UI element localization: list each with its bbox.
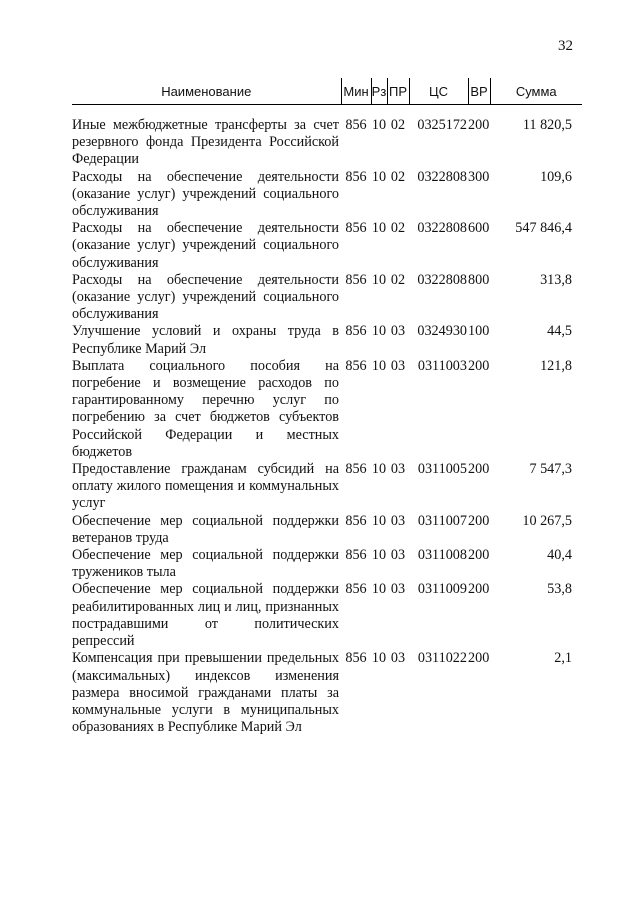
row-rz: 10 [371, 117, 387, 133]
table-row [72, 323, 582, 357]
row-name: Расходы на обеспечение деятельности (оказание услуг) учреждений социального обслуживания [72, 271, 339, 323]
row-vr: 100 [468, 323, 490, 340]
row-sum: 109,6 [540, 168, 572, 185]
row-cs: 0311008 [417, 547, 467, 564]
row-name: Улучшение условий и охраны труда в Республике Марий Эл [72, 323, 339, 357]
row-sum: 547 846,4 [515, 220, 572, 237]
header-min: Мин [341, 78, 371, 105]
row-vr: 300 [468, 168, 490, 185]
row-sum: 53,8 [547, 581, 572, 598]
row-min: 856 [345, 271, 367, 288]
row-pr: 03 [390, 323, 406, 340]
table-body [72, 117, 582, 736]
table-row [72, 581, 582, 650]
header-pr: ПР [387, 78, 409, 105]
row-cs: 0311003 [417, 357, 467, 374]
row-cs: 0324930 [417, 323, 467, 340]
table-header [72, 78, 582, 117]
row-name: Обеспечение мер социальной поддержки реабилитированных лиц и лиц, признанных пострадавшими от политических репрессий [72, 581, 339, 650]
row-rz: 10 [371, 512, 387, 529]
row-rz: 10 [371, 357, 387, 374]
row-pr: 02 [390, 117, 406, 133]
row-pr: 03 [390, 650, 406, 667]
table-row [72, 461, 582, 513]
row-min: 856 [345, 168, 367, 185]
row-cs: 0311005 [417, 461, 467, 478]
row-rz: 10 [371, 323, 387, 340]
row-rz: 10 [371, 168, 387, 185]
row-name: Обеспечение мер социальной поддержки тружеников тыла [72, 547, 339, 581]
row-sum: 10 267,5 [522, 512, 572, 529]
row-pr: 02 [390, 168, 406, 185]
row-name: Обеспечение мер социальной поддержки ветеранов труда [72, 512, 339, 546]
page-number: 32 [558, 38, 573, 54]
row-min: 856 [345, 117, 367, 133]
table-row [72, 117, 582, 169]
row-rz: 10 [371, 547, 387, 564]
row-min: 856 [345, 461, 367, 478]
row-rz: 10 [371, 581, 387, 598]
table-row [72, 513, 582, 547]
row-rz: 10 [371, 220, 387, 237]
budget-table [72, 78, 582, 736]
row-sum: 44,5 [547, 323, 572, 340]
header-sum: Сумма [490, 78, 582, 105]
table-row [72, 169, 582, 221]
row-vr: 200 [468, 357, 490, 374]
row-name: Выплата социального пособия на погребение и возмещение расходов по гарантированному перечню услуг по погребению за счет бюджетов субъектов Российской Федерации и местных бюджетов [72, 357, 339, 460]
row-min: 856 [345, 220, 367, 237]
row-pr: 02 [390, 220, 406, 237]
row-cs: 0311022 [417, 650, 467, 667]
row-vr: 200 [468, 461, 490, 478]
row-pr: 03 [390, 512, 406, 529]
row-name: Предоставление гражданам субсидий на оплату жилого помещения и коммунальных услуг [72, 461, 339, 512]
row-name: Компенсация при превышении предельных (максимальных) индексов изменения размера вносимой гражданами платы за коммунальные услуги в муниципальных образованиях в Республике Марий Эл [72, 650, 339, 736]
row-name: Расходы на обеспечение деятельности (оказание услуг) учреждений социального обслуживания [72, 168, 339, 220]
row-vr: 200 [468, 547, 490, 564]
row-vr: 800 [468, 271, 490, 288]
row-vr: 200 [468, 117, 490, 133]
row-name: Иные межбюджетные трансферты за счет резервного фонда Президента Российской Федерации [72, 117, 339, 168]
row-name: Расходы на обеспечение деятельности (оказание услуг) учреждений социального обслуживания [72, 220, 339, 271]
row-cs: 0322808 [417, 271, 467, 288]
row-cs: 0325172 [417, 117, 467, 133]
row-min: 856 [345, 650, 367, 667]
row-rz: 10 [371, 461, 387, 478]
table-row [72, 272, 582, 324]
row-sum: 11 820,5 [522, 117, 572, 133]
row-min: 856 [345, 512, 367, 529]
row-sum: 7 547,3 [529, 461, 572, 478]
row-vr: 600 [468, 220, 490, 237]
table-row [72, 358, 582, 461]
row-vr: 200 [468, 650, 490, 667]
row-min: 856 [345, 323, 367, 340]
row-sum: 313,8 [540, 271, 572, 288]
row-rz: 10 [371, 650, 387, 667]
header-vr: ВР [468, 78, 490, 105]
row-rz: 10 [371, 271, 387, 288]
table-row [72, 547, 582, 581]
row-sum: 40,4 [547, 547, 572, 564]
row-min: 856 [345, 547, 367, 564]
row-cs: 0322808 [417, 168, 467, 185]
row-sum: 2,1 [554, 650, 572, 667]
header-cs: ЦС [409, 78, 468, 105]
row-min: 856 [345, 357, 367, 374]
row-pr: 02 [390, 271, 406, 288]
table-row [72, 220, 582, 272]
header-name: Наименование [72, 78, 341, 105]
row-pr: 03 [390, 547, 406, 564]
row-pr: 03 [390, 357, 406, 374]
row-vr: 200 [468, 581, 490, 598]
row-cs: 0322808 [417, 220, 467, 237]
table-row [72, 650, 582, 736]
row-vr: 200 [468, 512, 490, 529]
row-cs: 0311009 [417, 581, 467, 598]
row-pr: 03 [390, 461, 406, 478]
row-min: 856 [345, 581, 367, 598]
row-sum: 121,8 [540, 357, 572, 374]
header-rz: Рз [371, 78, 387, 105]
row-cs: 0311007 [417, 512, 467, 529]
row-pr: 03 [390, 581, 406, 598]
